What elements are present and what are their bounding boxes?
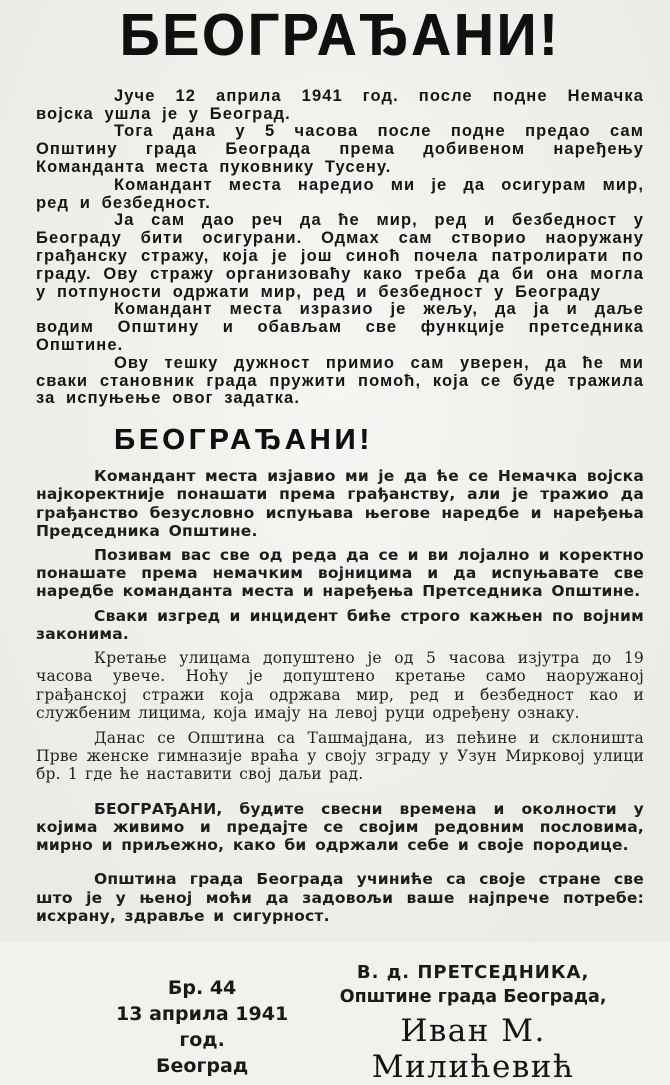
body-paragraph: БЕОГРАЂАНИ, будите свесни времена и околности у којима живимо и предајте се својим редовним пословима, мирно и приљежно, како би одржали себе и своје породице. bbox=[36, 799, 644, 855]
body-paragraph: Командант места изјавио ми је да ће се Немачка војска најкоректније понашати према грађанству, али је тражио да грађанство безусловно испуњава његове наредбе и наређења Председника Општине. bbox=[36, 467, 644, 540]
body-paragraph: Позивам вас све од реда да се и ви лојално и коректно понашате према немачким војницима и да испуњавате све наредбе команданта места и наређења Претседника Општине. bbox=[36, 545, 644, 601]
signature: Иван М. Милићевић bbox=[371, 1012, 575, 1085]
body-paragraph: Командант места наредио ми је да осигурам мир, ред и безбедност. bbox=[36, 175, 644, 212]
first-proclamation-section bbox=[36, 88, 644, 408]
document-number: Бр. 44 bbox=[167, 976, 237, 999]
second-proclamation-section bbox=[36, 467, 644, 925]
body-paragraph: Командант места изразио је жељу, да ја и даље водим Општину и обављам све функције претседника Општине. bbox=[36, 300, 644, 354]
body-paragraph: Ја сам дао реч да ће мир, ред и безбедност у Београду бити осигурани. Одмах сам створио наоружану грађанску стражу, која је још синоћ почела патролирати по граду. Ову стражу организоваћу како треба да би она могла у потпуности одржати мир, ред и безбедност у Београду bbox=[36, 211, 644, 301]
signer-role: В. д. ПРЕТСЕДНИКА, bbox=[356, 961, 590, 983]
body-paragraph: Општина града Београда учиниће са своје стране све што је у њеној моћи да задовољи ваше најпрече потребе: исхрану, здравље и сигурност. bbox=[36, 870, 644, 925]
document-place: Београд bbox=[156, 1054, 249, 1077]
body-paragraph: Јуче 12 априла 1941 год. после подне Немачка војска ушла је у Београд. bbox=[36, 86, 644, 123]
main-title: БЕОГРАЂАНИ! bbox=[119, 0, 561, 68]
body-paragraph: Тога дана у 5 часова после подне предао сам Општину града Београда према добивеном наређењу Команданта места пуковнику Тусену. bbox=[36, 122, 644, 176]
footer bbox=[36, 961, 644, 1085]
body-paragraph: Кретање улицама допуштено је од 5 часова изјутра до 19 часова увече. Ноћу је допуштено кретање само наоружаној грађанској стражи која одржава мир, ред и безбедност као и службеним лицима, која имају на левој руци одређену ознаку. bbox=[36, 648, 644, 723]
body-paragraph: Сваки изгред и инцидент биће строго кажњен по војним законима. bbox=[36, 606, 644, 643]
body-paragraph: Данас се Општина са Ташмајдана, из пећине и склоништа Прве женске гимназије враћа у своју зграду у Узун Мирковој улици бр. 1 где ће наставити свој даљи рад. bbox=[36, 728, 644, 784]
document-date: 13 априла 1941 год. bbox=[116, 1002, 289, 1051]
body-paragraph: Ову тешку дужност примио сам уверен, да ће ми сваки становник града пружити помоћ, која се буде тражила за испуњење овог задатка. bbox=[36, 353, 644, 408]
second-heading: БЕОГРАЂАНИ! bbox=[114, 424, 373, 457]
document-number-block bbox=[98, 975, 306, 1079]
signer-organization: Општине града Београда, bbox=[339, 986, 607, 1007]
signature-block bbox=[306, 961, 640, 1085]
